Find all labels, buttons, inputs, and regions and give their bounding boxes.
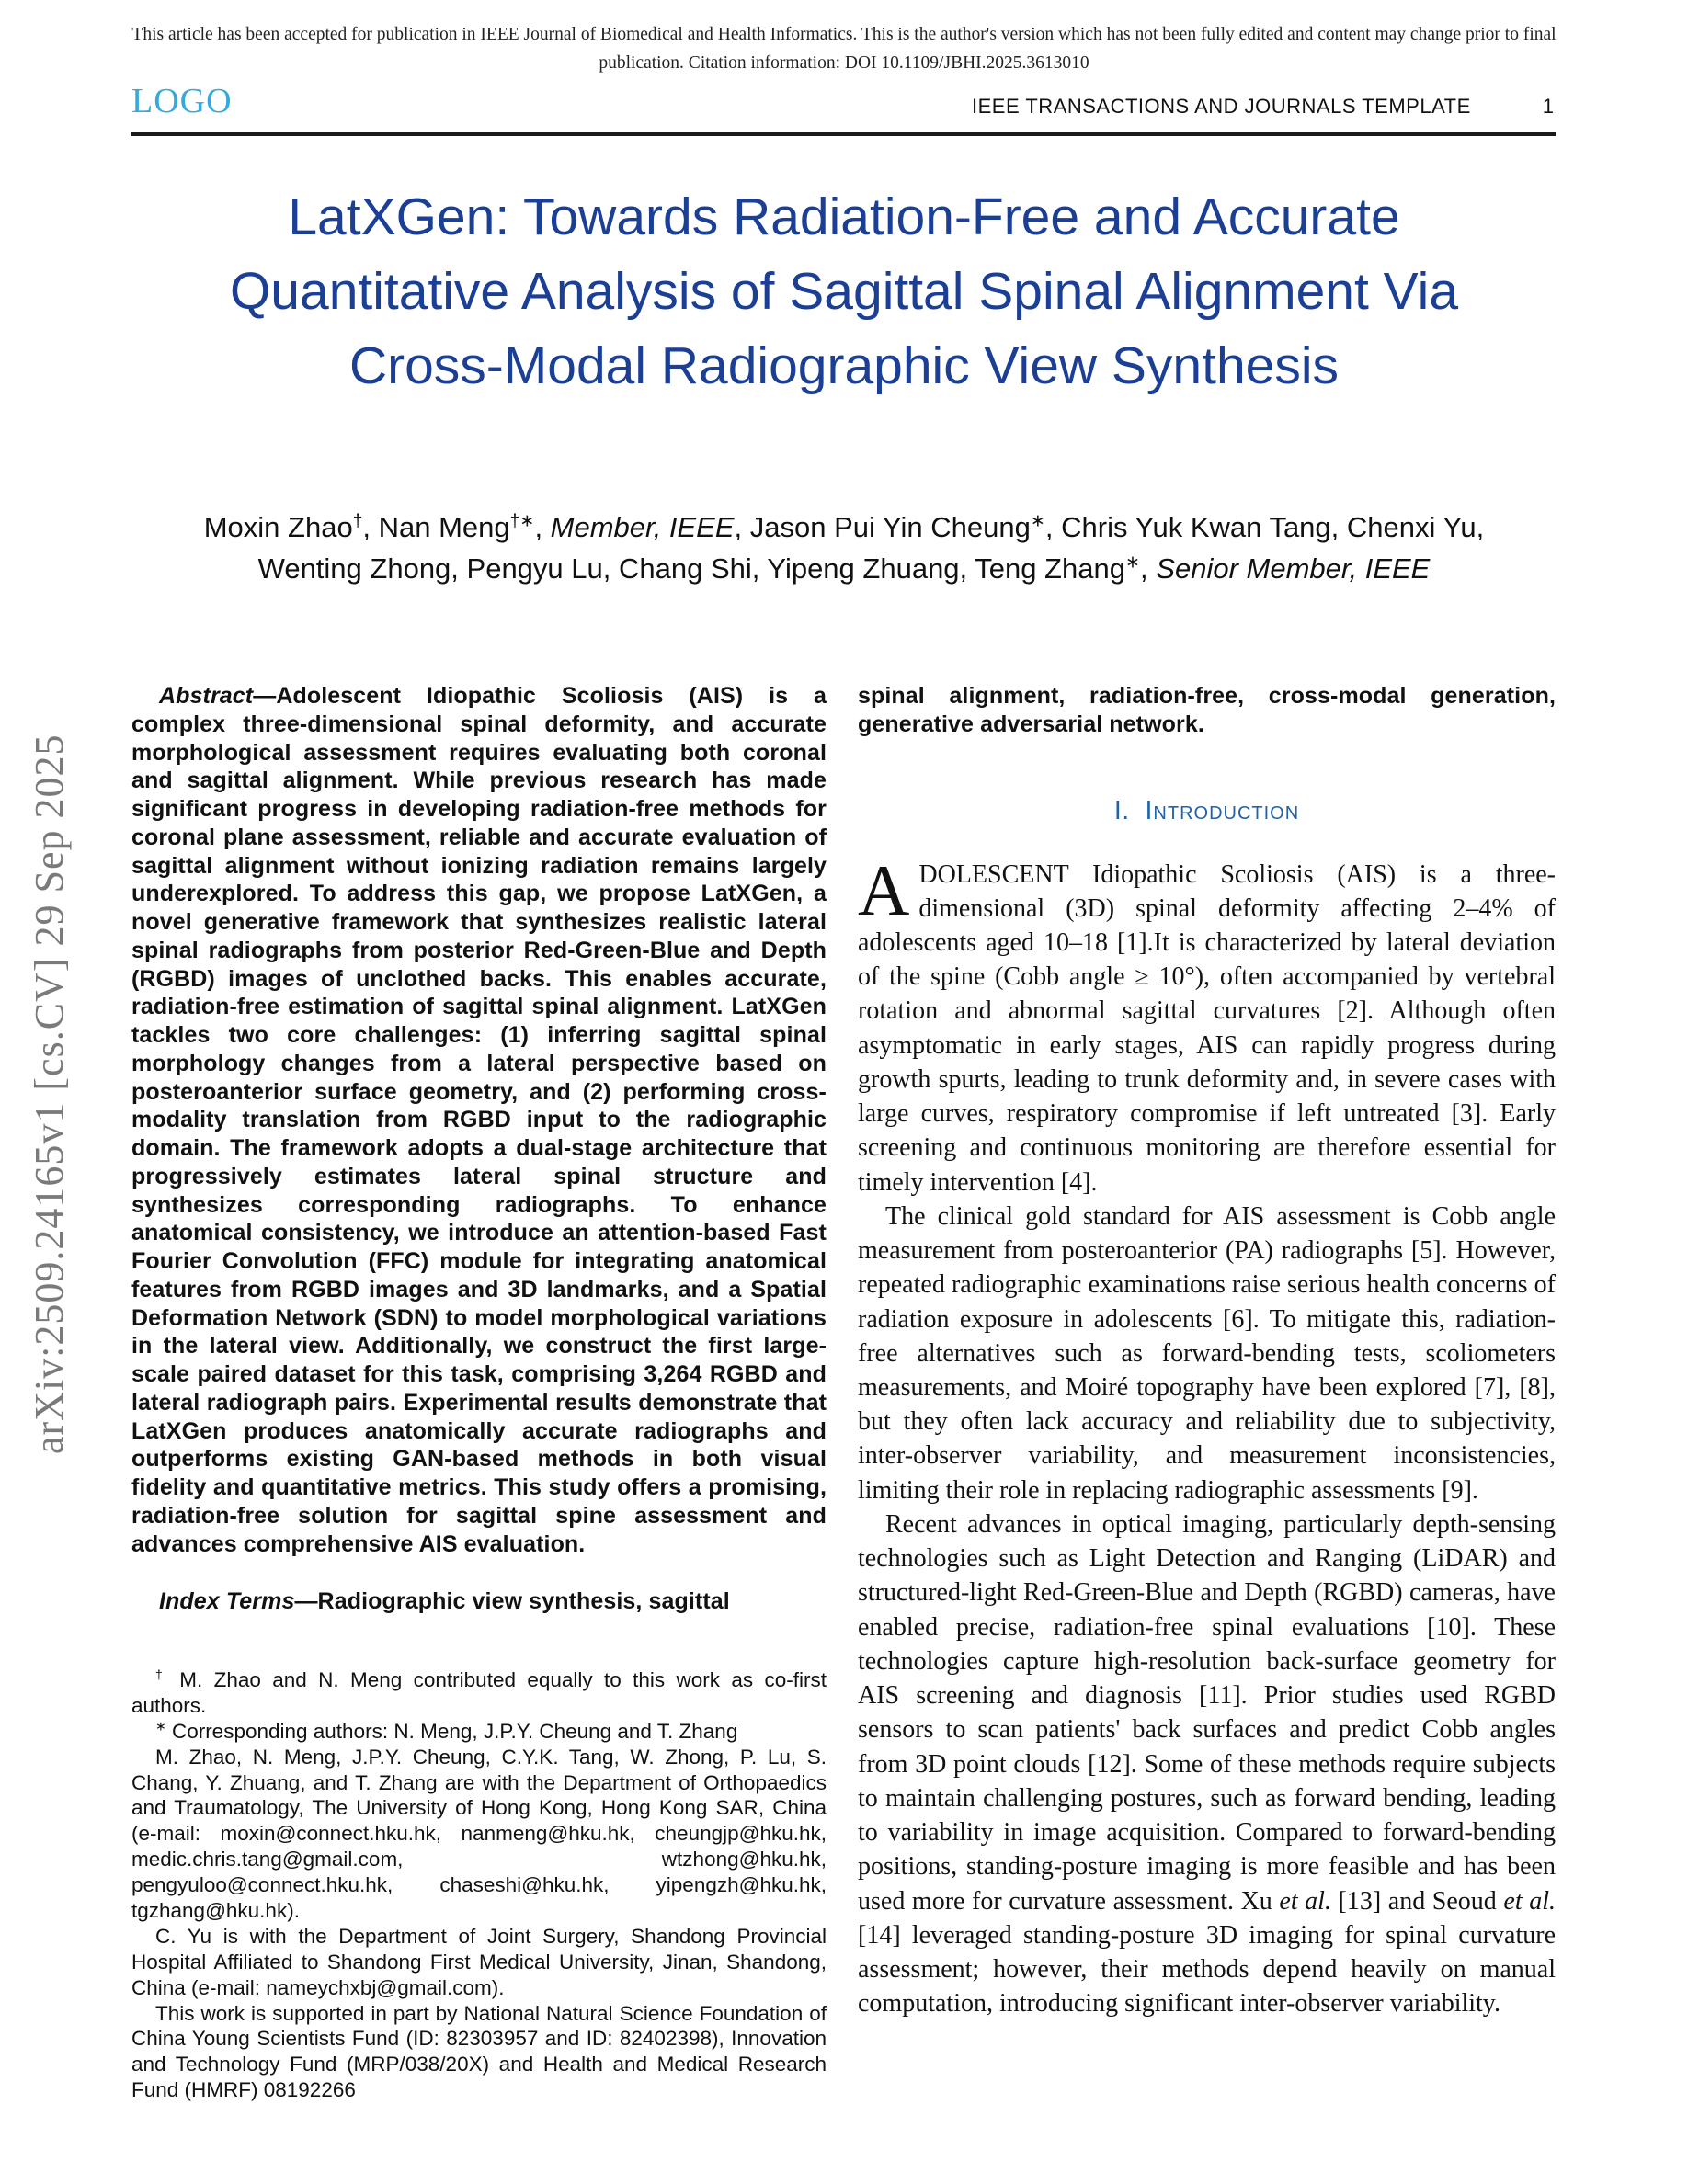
acceptance-disclaimer: This article has been accepted for publication in IEEE Journal of Biomedical and Health Informatics. This is the author's version which has not been fully edited and content may change prior to final publication. Citation information: DOI 10.1109/JBHI.2025.3613010 xyxy=(131,25,1557,74)
author-line-1: Moxin Zhao†, Nan Meng†∗, Member, IEEE, Jason Pui Yin Cheung∗, Chris Yuk Kwan Tang, Chenxi Yu, xyxy=(203,511,1485,543)
footnote-corresponding-authors: ∗ Corresponding authors: N. Meng, J.P.Y. Cheung and T. Zhang xyxy=(155,1718,738,1743)
two-column-body xyxy=(131,682,1556,2103)
page-header xyxy=(131,81,1554,121)
paper-title: LatXGen: Towards Radiation-Free and Accurate Quantitative Analysis of Sagittal Spinal Alignment Via Cross-Modal Radiographic View Synthesis xyxy=(229,188,1459,395)
footnote-funding: This work is supported in part by National Natural Science Foundation of China Young Scientists Fund (ID: 82303957 and ID: 82402398), Innovation and Technology Fund (MRP/038/20X) and Health and Medical Research Fund (HMRF) 08192266 xyxy=(131,2001,827,2102)
index-terms: Index Terms—Radiographic view synthesis, sagittal xyxy=(159,1588,730,1615)
first-page-footnotes xyxy=(131,1667,827,2103)
header-rule xyxy=(131,132,1556,136)
footnote-affiliation-hku: M. Zhao, N. Meng, J.P.Y. Cheung, C.Y.K. Tang, W. Zhong, P. Lu, S. Chang, Y. Zhuang, and T. Zhang are with the Department of Orthopaedics and Traumatology, The University of Hong Kong, Hong Kong SAR, China (e-mail: moxin@connect.hku.hk, nanmeng@hku.hk, cheungjp@hku.hk, medic.chris.tang@gmail.com, wtzhong@hku.hk, pengyuloo@connect.hku.hk, chaseshi@hku.hk, yipengzh@hku.hk, tgzhang@hku.hk). xyxy=(131,1745,827,1923)
journal-running-head: IEEE TRANSACTIONS AND JOURNALS TEMPLATE xyxy=(972,95,1471,118)
intro-paragraph-2: The clinical gold standard for AIS assessment is Cobb angle measurement from posteroanterior (PA) radiographs [5]. However, repeated radiographic examinations raise serious health concerns of radiation exposure in adolescents [6]. To mitigate this, radiation-free alternatives such as forward-bending tests, scoliometers measurements, and Moiré topography have been explored [7], [8], but they often lack accuracy and reliability due to subjectivity, inter-observer variability, and measurement inconsistencies, limiting their role in replacing radiographic assessments [9]. xyxy=(858,1201,1556,1505)
footnote-affiliation-shandong: C. Yu is with the Department of Joint Surgery, Shandong Provincial Hospital Affiliated to Shandong First Medical University, Jinan, Shandong, China (e-mail: nameychxbj@gmail.com). xyxy=(131,1924,827,1999)
footnote-equal-contribution: † M. Zhao and N. Meng contributed equally to this work as co-first authors. xyxy=(131,1666,827,1717)
arxiv-watermark: arXiv:2509.24165v1 [cs.CV] 29 Sep 2025 xyxy=(27,734,72,1454)
publisher-logo: LOGO xyxy=(131,82,233,120)
abstract-paragraph: Abstract—Adolescent Idiopathic Scoliosis (AIS) is a complex three-dimensional spinal deformity, and accurate morphological assessment requires evaluating both coronal and sagittal alignment. While previous research has made significant progress in developing radiation-free methods for coronal plane assessment, reliable and accurate evaluation of sagittal alignment without ionizing radiation remains largely underexplored. To address this gap, we propose LatXGen, a novel generative framework that synthesizes realistic lateral spinal radiographs from posterior Red-Green-Blue and Depth (RGBD) images of unclothed backs. This enables accurate, radiation-free estimation of sagittal spinal alignment. LatXGen tackles two core challenges: (1) inferring sagittal spinal morphology changes from a lateral perspective based on posteroanterior surface geometry, and (2) performing cross-modality translation from RGBD input to the radiographic domain. The framework adopts a dual-stage architecture that progressively estimates lateral spinal structure and synthesizes corresponding radiographs. To enhance anatomical consistency, we introduce an attention-based Fast Fourier Convolution (FFC) module for integrating anatomical features from RGBD images and 3D landmarks, and a Spatial Deformation Network (SDN) to model morphological variations in the lateral view. Additionally, we construct the first large-scale paired dataset for this task, comprising 3,264 RGBD and lateral radiograph pairs. Experimental results demonstrate that LatXGen produces anatomically accurate radiographs and outperforms existing GAN-based methods in both visual fidelity and quantitative metrics. This study offers a promising, radiation-free solution for sagittal spine assessment and advances comprehensive AIS evaluation. xyxy=(131,683,827,1557)
page-number: 1 xyxy=(1542,95,1554,118)
section-heading-introduction: I. Introduction xyxy=(1113,795,1300,825)
index-terms-continuation: spinal alignment, radiation-free, cross-modal generation, generative adversarial network. xyxy=(858,683,1556,737)
right-column xyxy=(858,682,1556,2103)
author-line-2: Wenting Zhong, Pengyu Lu, Chang Shi, Yipeng Zhuang, Teng Zhang∗, Senior Member, IEEE xyxy=(257,552,1431,585)
left-column xyxy=(131,682,827,2103)
intro-paragraph-3: Recent advances in optical imaging, particularly depth-sensing technologies such as Light Detection and Ranging (LiDAR) and structured-light Red-Green-Blue and Depth (RGBD) cameras, have enabled precise, radiation-free spinal evaluations [10]. These technologies capture high-resolution back-surface geometry for AIS screening and diagnosis [11]. Prior studies used RGBD sensors to scan patients' back surfaces and predict Cobb angles from 3D point clouds [12]. Some of these methods require subjects to maintain challenging postures, such as forward bending, leading to variability in image acquisition. Compared to forward-bending positions, standing-posture imaging is more feasible and has been used more for curvature assessment. Xu et al. [13] and Seoud et al. [14] leveraged standing-posture 3D imaging for spinal curvature assessment; however, their methods depend heavily on manual computation, introducing significant inter-observer variability. xyxy=(858,1509,1556,2019)
intro-paragraph-1: ADOLESCENT Idiopathic Scoliosis (AIS) is a three-dimensional (3D) spinal deformity affecting 2–4% of adolescents aged 10–18 [1].It is characterized by lateral deviation of the spine (Cobb angle ≥ 10°), often accompanied by vertebral rotation and abnormal sagittal curvatures [2]. Although often asymptomatic in early stages, AIS can rapidly progress during growth spurts, leading to trunk deformity and, in severe cases with large curves, respiratory compromise if left untreated [3]. Early screening and continuous monitoring are therefore essential for timely intervention [4]. xyxy=(858,849,1556,1197)
